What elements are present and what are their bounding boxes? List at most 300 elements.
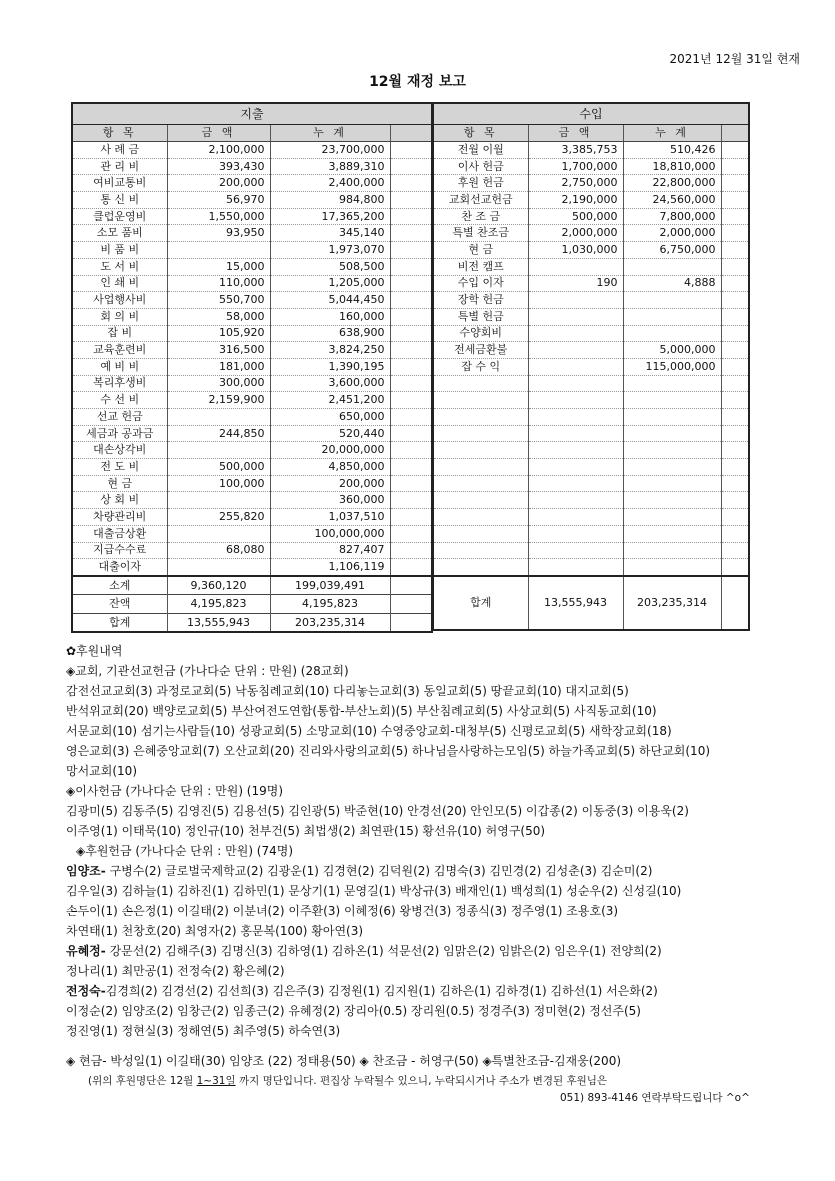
- table-row: [433, 192, 749, 209]
- table-row: [72, 175, 432, 192]
- row-amount: [167, 525, 270, 542]
- row-label: 전월 이월: [433, 142, 528, 159]
- table-row: [433, 242, 749, 259]
- table-row: [433, 475, 749, 492]
- row-amount: [528, 308, 623, 325]
- section-header: 수입: [433, 103, 749, 125]
- row-label: 특별 헌금: [433, 308, 528, 325]
- row-cumulative: 984,800: [270, 192, 390, 209]
- row-amount: 190: [528, 275, 623, 292]
- row-cumulative: 2,400,000: [270, 175, 390, 192]
- row-amount: [528, 492, 623, 509]
- footer-note: [88, 1073, 607, 1090]
- row-blank: [390, 208, 432, 225]
- row-blank: [721, 342, 749, 359]
- row-label: 복리후생비: [72, 375, 167, 392]
- row-label: 사업행사비: [72, 292, 167, 309]
- row-amount: 244,850: [167, 425, 270, 442]
- group2-name: 유혜정-: [66, 944, 106, 958]
- row-cumulative: 7,800,000: [623, 208, 721, 225]
- row-amount: [528, 509, 623, 526]
- row-blank: [721, 475, 749, 492]
- col-item-header: 항 목: [72, 125, 167, 142]
- total-cumulative: 4,195,823: [270, 595, 390, 614]
- table-row: [72, 342, 432, 359]
- total-row: [72, 595, 432, 614]
- row-amount: 2,750,000: [528, 175, 623, 192]
- row-blank: [390, 509, 432, 526]
- table-row: [72, 559, 432, 576]
- row-cumulative: 520,440: [270, 425, 390, 442]
- row-amount: 110,000: [167, 275, 270, 292]
- total-cumulative: 203,235,314: [623, 576, 721, 631]
- row-label: [433, 475, 528, 492]
- row-amount: 105,920: [167, 325, 270, 342]
- row-blank: [390, 542, 432, 559]
- donation-heading: ✿후원내역: [66, 644, 123, 658]
- row-cumulative: [623, 542, 721, 559]
- row-label: 대출이자: [72, 559, 167, 576]
- row-label: 잡 수 익: [433, 358, 528, 375]
- row-amount: 2,000,000: [528, 225, 623, 242]
- row-cumulative: [623, 492, 721, 509]
- table-row: [433, 392, 749, 409]
- col-amount-header: 금 액: [167, 125, 270, 142]
- row-label: 전 도 비: [72, 459, 167, 476]
- row-blank: [721, 275, 749, 292]
- row-amount: 550,700: [167, 292, 270, 309]
- row-cumulative: [623, 292, 721, 309]
- row-label: 수양회비: [433, 325, 528, 342]
- row-cumulative: 22,800,000: [623, 175, 721, 192]
- row-blank: [721, 559, 749, 576]
- row-amount: 58,000: [167, 308, 270, 325]
- row-label: 선교 헌금: [72, 409, 167, 426]
- row-cumulative: 100,000,000: [270, 525, 390, 542]
- table-row: [72, 375, 432, 392]
- col-cumulative-header: 누 계: [623, 125, 721, 142]
- row-cumulative: [623, 442, 721, 459]
- table-row: [433, 375, 749, 392]
- row-cumulative: 115,000,000: [623, 358, 721, 375]
- row-label: 사 례 금: [72, 142, 167, 159]
- group1-line: 김우일(3) 김하늘(1) 김하진(1) 김하민(1) 문상기(1) 문영길(1) 박상규(3) 배재인(1) 백성희(1) 성순우(2) 신성길(10): [66, 884, 682, 898]
- row-label: 잡 비: [72, 325, 167, 342]
- church-line: 영은교회(3) 은혜중앙교회(7) 오산교회(20) 진리와사랑의교회(5) 하나님을사랑하는모임(5) 하늘가족교회(5) 하단교회(10): [66, 744, 711, 758]
- row-amount: [167, 442, 270, 459]
- row-cumulative: [623, 509, 721, 526]
- group1-text: 구병수(2) 글로벌국제학교(2) 김광운(1) 김경현(2) 김덕원(2) 김명숙(3) 김민경(2) 김성춘(3) 김순미(2): [105, 864, 653, 878]
- row-blank: [721, 142, 749, 159]
- row-amount: [528, 559, 623, 576]
- row-blank: [390, 192, 432, 209]
- table-row: [72, 509, 432, 526]
- row-amount: [528, 525, 623, 542]
- group1-line: 차연태(1) 천창호(20) 최영자(2) 홍문복(100) 황아연(3): [66, 924, 364, 938]
- section-header: 지출: [72, 103, 432, 125]
- row-blank: [390, 225, 432, 242]
- row-label: 인 쇄 비: [72, 275, 167, 292]
- row-amount: 68,080: [167, 542, 270, 559]
- total-row: [433, 576, 749, 631]
- group1-line: 손두이(1) 손은정(1) 이길태(2) 이분녀(2) 이주환(3) 이혜정(6) 왕병건(3) 정종식(3) 정주영(1) 조용호(3): [66, 904, 619, 918]
- table-row: [72, 258, 432, 275]
- row-blank: [721, 292, 749, 309]
- row-label: [433, 375, 528, 392]
- row-label: [433, 425, 528, 442]
- row-blank: [390, 275, 432, 292]
- table-row: [433, 409, 749, 426]
- director-heading: ◈이사헌금 (가나다순 단위 : 만원) (19명): [66, 784, 284, 798]
- row-blank: [721, 225, 749, 242]
- table-row: [72, 292, 432, 309]
- table-row: [72, 275, 432, 292]
- row-blank: [390, 258, 432, 275]
- row-blank: [721, 158, 749, 175]
- row-label: 교회선교헌금: [433, 192, 528, 209]
- income-table: [432, 102, 750, 631]
- table-row: [433, 459, 749, 476]
- row-blank: [721, 525, 749, 542]
- row-blank: [390, 392, 432, 409]
- table-row: [433, 492, 749, 509]
- row-blank: [390, 492, 432, 509]
- group3-line: 정진영(1) 정현실(3) 정해연(5) 최주영(5) 하숙연(3): [66, 1024, 341, 1038]
- row-amount: 181,000: [167, 358, 270, 375]
- table-row: [433, 225, 749, 242]
- total-row: [72, 576, 432, 595]
- group2-line: [66, 941, 806, 961]
- row-amount: 56,970: [167, 192, 270, 209]
- row-blank: [721, 208, 749, 225]
- row-amount: [528, 442, 623, 459]
- row-label: 회 의 비: [72, 308, 167, 325]
- row-label: 비전 캠프: [433, 258, 528, 275]
- total-amount: 13,555,943: [528, 576, 623, 631]
- row-amount: [167, 242, 270, 259]
- row-cumulative: [623, 308, 721, 325]
- table-row: [433, 142, 749, 159]
- row-amount: 300,000: [167, 375, 270, 392]
- row-amount: 500,000: [167, 459, 270, 476]
- row-cumulative: 345,140: [270, 225, 390, 242]
- row-cumulative: 5,044,450: [270, 292, 390, 309]
- row-blank: [721, 542, 749, 559]
- table-row: [72, 475, 432, 492]
- row-label: [433, 459, 528, 476]
- row-blank: [390, 242, 432, 259]
- total-cumulative: 203,235,314: [270, 613, 390, 632]
- donation-section: [66, 641, 806, 1071]
- row-amount: 1,030,000: [528, 242, 623, 259]
- row-blank: [721, 409, 749, 426]
- total-amount: 13,555,943: [167, 613, 270, 632]
- row-blank: [390, 525, 432, 542]
- row-cumulative: 3,889,310: [270, 158, 390, 175]
- row-cumulative: [623, 392, 721, 409]
- row-amount: 3,385,753: [528, 142, 623, 159]
- row-blank: [390, 425, 432, 442]
- row-amount: 316,500: [167, 342, 270, 359]
- row-amount: 393,430: [167, 158, 270, 175]
- row-blank: [721, 375, 749, 392]
- total-blank: [390, 576, 432, 595]
- table-row: [433, 208, 749, 225]
- row-amount: 500,000: [528, 208, 623, 225]
- sponsor-heading: ◈후원헌금 (가나다순 단위 : 만원) (74명): [76, 844, 294, 858]
- table-row: [433, 258, 749, 275]
- row-amount: 2,190,000: [528, 192, 623, 209]
- col-blank-header: [721, 125, 749, 142]
- table-row: [72, 242, 432, 259]
- row-cumulative: 510,426: [623, 142, 721, 159]
- row-label: 상 회 비: [72, 492, 167, 509]
- row-blank: [390, 442, 432, 459]
- row-amount: 2,159,900: [167, 392, 270, 409]
- row-label: [433, 559, 528, 576]
- total-row: [72, 613, 432, 632]
- footer-text: 까지 명단입니다. 편집상 누락될수 있으니, 누락되시거나 주소가 변경된 후원님은: [235, 1075, 608, 1087]
- row-blank: [390, 342, 432, 359]
- row-cumulative: 200,000: [270, 475, 390, 492]
- table-row: [72, 208, 432, 225]
- church-line: 반석위교회(20) 백양로교회(5) 부산여전도연합(통합-부산노회)(5) 부산침례교회(5) 사상교회(5) 사직동교회(10): [66, 704, 657, 718]
- row-label: 통 신 비: [72, 192, 167, 209]
- footer-contact: 051) 893-4146 연락부탁드립니다 ^o^: [560, 1092, 750, 1104]
- row-label: 관 리 비: [72, 158, 167, 175]
- row-cumulative: 17,365,200: [270, 208, 390, 225]
- row-label: [433, 525, 528, 542]
- table-row: [433, 542, 749, 559]
- row-label: [433, 492, 528, 509]
- row-blank: [390, 559, 432, 576]
- table-row: [72, 358, 432, 375]
- row-cumulative: [623, 409, 721, 426]
- table-row: [72, 158, 432, 175]
- church-line: 감전선교교회(3) 과정로교회(5) 낙동침례교회(10) 다리놓는교회(3) 동일교회(5) 땅끝교회(10) 대지교회(5): [66, 684, 629, 698]
- row-label: 차량관리비: [72, 509, 167, 526]
- row-cumulative: 2,000,000: [623, 225, 721, 242]
- row-label: 현 금: [433, 242, 528, 259]
- total-amount: 9,360,120: [167, 576, 270, 595]
- table-row: [72, 325, 432, 342]
- row-blank: [721, 492, 749, 509]
- row-label: [433, 409, 528, 426]
- table-row: [433, 525, 749, 542]
- col-blank-header: [390, 125, 432, 142]
- table-row: [433, 308, 749, 325]
- footer-date-range: 1~31일: [196, 1075, 236, 1087]
- table-row: [433, 442, 749, 459]
- col-item-header: 항 목: [433, 125, 528, 142]
- row-label: [433, 542, 528, 559]
- row-label: 수입 이자: [433, 275, 528, 292]
- row-label: 교육훈련비: [72, 342, 167, 359]
- table-row: [72, 225, 432, 242]
- total-label: 합계: [72, 613, 167, 632]
- row-cumulative: [623, 425, 721, 442]
- row-cumulative: 1,106,119: [270, 559, 390, 576]
- church-heading: ◈교회, 기관선교헌금 (가나다순 단위 : 만원) (28교회): [66, 664, 349, 678]
- row-label: 후원 헌금: [433, 175, 528, 192]
- group3-line: 이정순(2) 임양조(2) 임창근(2) 임종근(2) 유혜정(2) 장리아(0.5) 장리원(0.5) 정경주(3) 정미현(2) 정선주(5): [66, 1004, 641, 1018]
- row-cumulative: 23,700,000: [270, 142, 390, 159]
- row-blank: [721, 442, 749, 459]
- row-blank: [721, 358, 749, 375]
- table-row: [433, 425, 749, 442]
- church-line: 망서교회(10): [66, 764, 138, 778]
- row-label: 수 선 비: [72, 392, 167, 409]
- total-cumulative: 199,039,491: [270, 576, 390, 595]
- row-blank: [721, 392, 749, 409]
- row-label: 대출금상환: [72, 525, 167, 542]
- row-cumulative: 360,000: [270, 492, 390, 509]
- group1-line: [66, 861, 806, 881]
- row-amount: [528, 542, 623, 559]
- row-amount: [528, 409, 623, 426]
- row-blank: [390, 409, 432, 426]
- row-cumulative: [623, 375, 721, 392]
- row-cumulative: 4,888: [623, 275, 721, 292]
- row-cumulative: 5,000,000: [623, 342, 721, 359]
- row-blank: [721, 308, 749, 325]
- group2-text: 강문선(2) 김해주(3) 김명신(3) 김하영(1) 김하온(1) 석문선(2) 임맑은(2) 임밝은(2) 임은우(1) 전양희(2): [105, 944, 662, 958]
- row-blank: [721, 242, 749, 259]
- row-label: 클럽운영비: [72, 208, 167, 225]
- table-row: [72, 409, 432, 426]
- row-amount: [167, 559, 270, 576]
- row-cumulative: 3,600,000: [270, 375, 390, 392]
- row-label: 특별 찬조금: [433, 225, 528, 242]
- row-label: 대손상각비: [72, 442, 167, 459]
- row-blank: [390, 375, 432, 392]
- row-label: [433, 509, 528, 526]
- row-cumulative: 1,973,070: [270, 242, 390, 259]
- expense-table: [71, 102, 433, 633]
- table-row: [433, 158, 749, 175]
- row-amount: [528, 342, 623, 359]
- row-amount: 200,000: [167, 175, 270, 192]
- footer-text: (위의 후원명단은 12월: [88, 1075, 197, 1087]
- row-blank: [390, 459, 432, 476]
- row-amount: [528, 375, 623, 392]
- group3-line: [66, 981, 806, 1001]
- row-cumulative: 24,560,000: [623, 192, 721, 209]
- row-blank: [721, 459, 749, 476]
- row-label: 여비교통비: [72, 175, 167, 192]
- table-row: [433, 358, 749, 375]
- row-label: 장학 헌금: [433, 292, 528, 309]
- row-blank: [390, 292, 432, 309]
- row-label: 도 서 비: [72, 258, 167, 275]
- row-amount: [528, 258, 623, 275]
- row-cumulative: 1,390,195: [270, 358, 390, 375]
- total-blank: [390, 595, 432, 614]
- row-blank: [390, 325, 432, 342]
- row-blank: [721, 192, 749, 209]
- row-cumulative: [623, 475, 721, 492]
- row-label: 찬 조 금: [433, 208, 528, 225]
- row-cumulative: 2,451,200: [270, 392, 390, 409]
- row-amount: 93,950: [167, 225, 270, 242]
- table-row: [433, 509, 749, 526]
- row-blank: [390, 158, 432, 175]
- col-amount-header: 금 액: [528, 125, 623, 142]
- row-cumulative: 650,000: [270, 409, 390, 426]
- row-amount: [528, 325, 623, 342]
- table-row: [433, 325, 749, 342]
- row-cumulative: 4,850,000: [270, 459, 390, 476]
- director-line: 이주영(1) 이태묵(10) 정인규(10) 천부건(5) 최법생(2) 최연판(15) 황선유(10) 허영구(50): [66, 824, 546, 838]
- row-cumulative: [623, 325, 721, 342]
- group2-line: 정나리(1) 최만공(1) 전정숙(2) 황은혜(2): [66, 964, 285, 978]
- row-cumulative: 1,205,000: [270, 275, 390, 292]
- table-row: [433, 342, 749, 359]
- table-row: [72, 308, 432, 325]
- row-amount: [167, 409, 270, 426]
- row-amount: [167, 492, 270, 509]
- row-blank: [721, 258, 749, 275]
- row-cumulative: [623, 459, 721, 476]
- row-amount: 255,820: [167, 509, 270, 526]
- row-label: [433, 442, 528, 459]
- row-amount: 100,000: [167, 475, 270, 492]
- total-label: 잔액: [72, 595, 167, 614]
- row-cumulative: 508,500: [270, 258, 390, 275]
- row-amount: 1,700,000: [528, 158, 623, 175]
- table-row: [433, 275, 749, 292]
- table-row: [433, 292, 749, 309]
- row-cumulative: 638,900: [270, 325, 390, 342]
- col-cumulative-header: 누 계: [270, 125, 390, 142]
- row-label: 세금과 공과금: [72, 425, 167, 442]
- table-row: [72, 392, 432, 409]
- row-label: 비 품 비: [72, 242, 167, 259]
- row-label: 지급수수료: [72, 542, 167, 559]
- row-amount: 15,000: [167, 258, 270, 275]
- group3-name: 전정숙-: [66, 984, 106, 998]
- row-cumulative: 18,810,000: [623, 158, 721, 175]
- table-row: [72, 525, 432, 542]
- table-row: [72, 459, 432, 476]
- table-row: [72, 192, 432, 209]
- row-cumulative: 1,037,510: [270, 509, 390, 526]
- row-blank: [721, 425, 749, 442]
- row-amount: [528, 392, 623, 409]
- total-blank: [390, 613, 432, 632]
- row-blank: [390, 475, 432, 492]
- row-blank: [721, 175, 749, 192]
- total-label: 합계: [433, 576, 528, 631]
- row-amount: [528, 475, 623, 492]
- row-blank: [721, 509, 749, 526]
- row-label: 이사 헌금: [433, 158, 528, 175]
- director-line: 김광미(5) 김동주(5) 김영진(5) 김용선(5) 김인광(5) 박준현(10) 안경선(20) 안인모(5) 이갑종(2) 이동중(3) 이용욱(2): [66, 804, 689, 818]
- row-label: 소모 품비: [72, 225, 167, 242]
- group3-text: 김경희(2) 김경선(2) 김선희(3) 김은주(3) 김정원(1) 김지원(1) 김하은(1) 김하경(1) 김하선(1) 서은화(2): [105, 984, 658, 998]
- row-amount: 1,550,000: [167, 208, 270, 225]
- row-cumulative: 827,407: [270, 542, 390, 559]
- row-blank: [390, 175, 432, 192]
- row-cumulative: 160,000: [270, 308, 390, 325]
- row-cumulative: [623, 258, 721, 275]
- row-amount: [528, 358, 623, 375]
- report-title: 12월 재정 보고: [369, 74, 466, 90]
- row-label: 예 비 비: [72, 358, 167, 375]
- table-row: [72, 442, 432, 459]
- row-cumulative: 20,000,000: [270, 442, 390, 459]
- row-blank: [721, 325, 749, 342]
